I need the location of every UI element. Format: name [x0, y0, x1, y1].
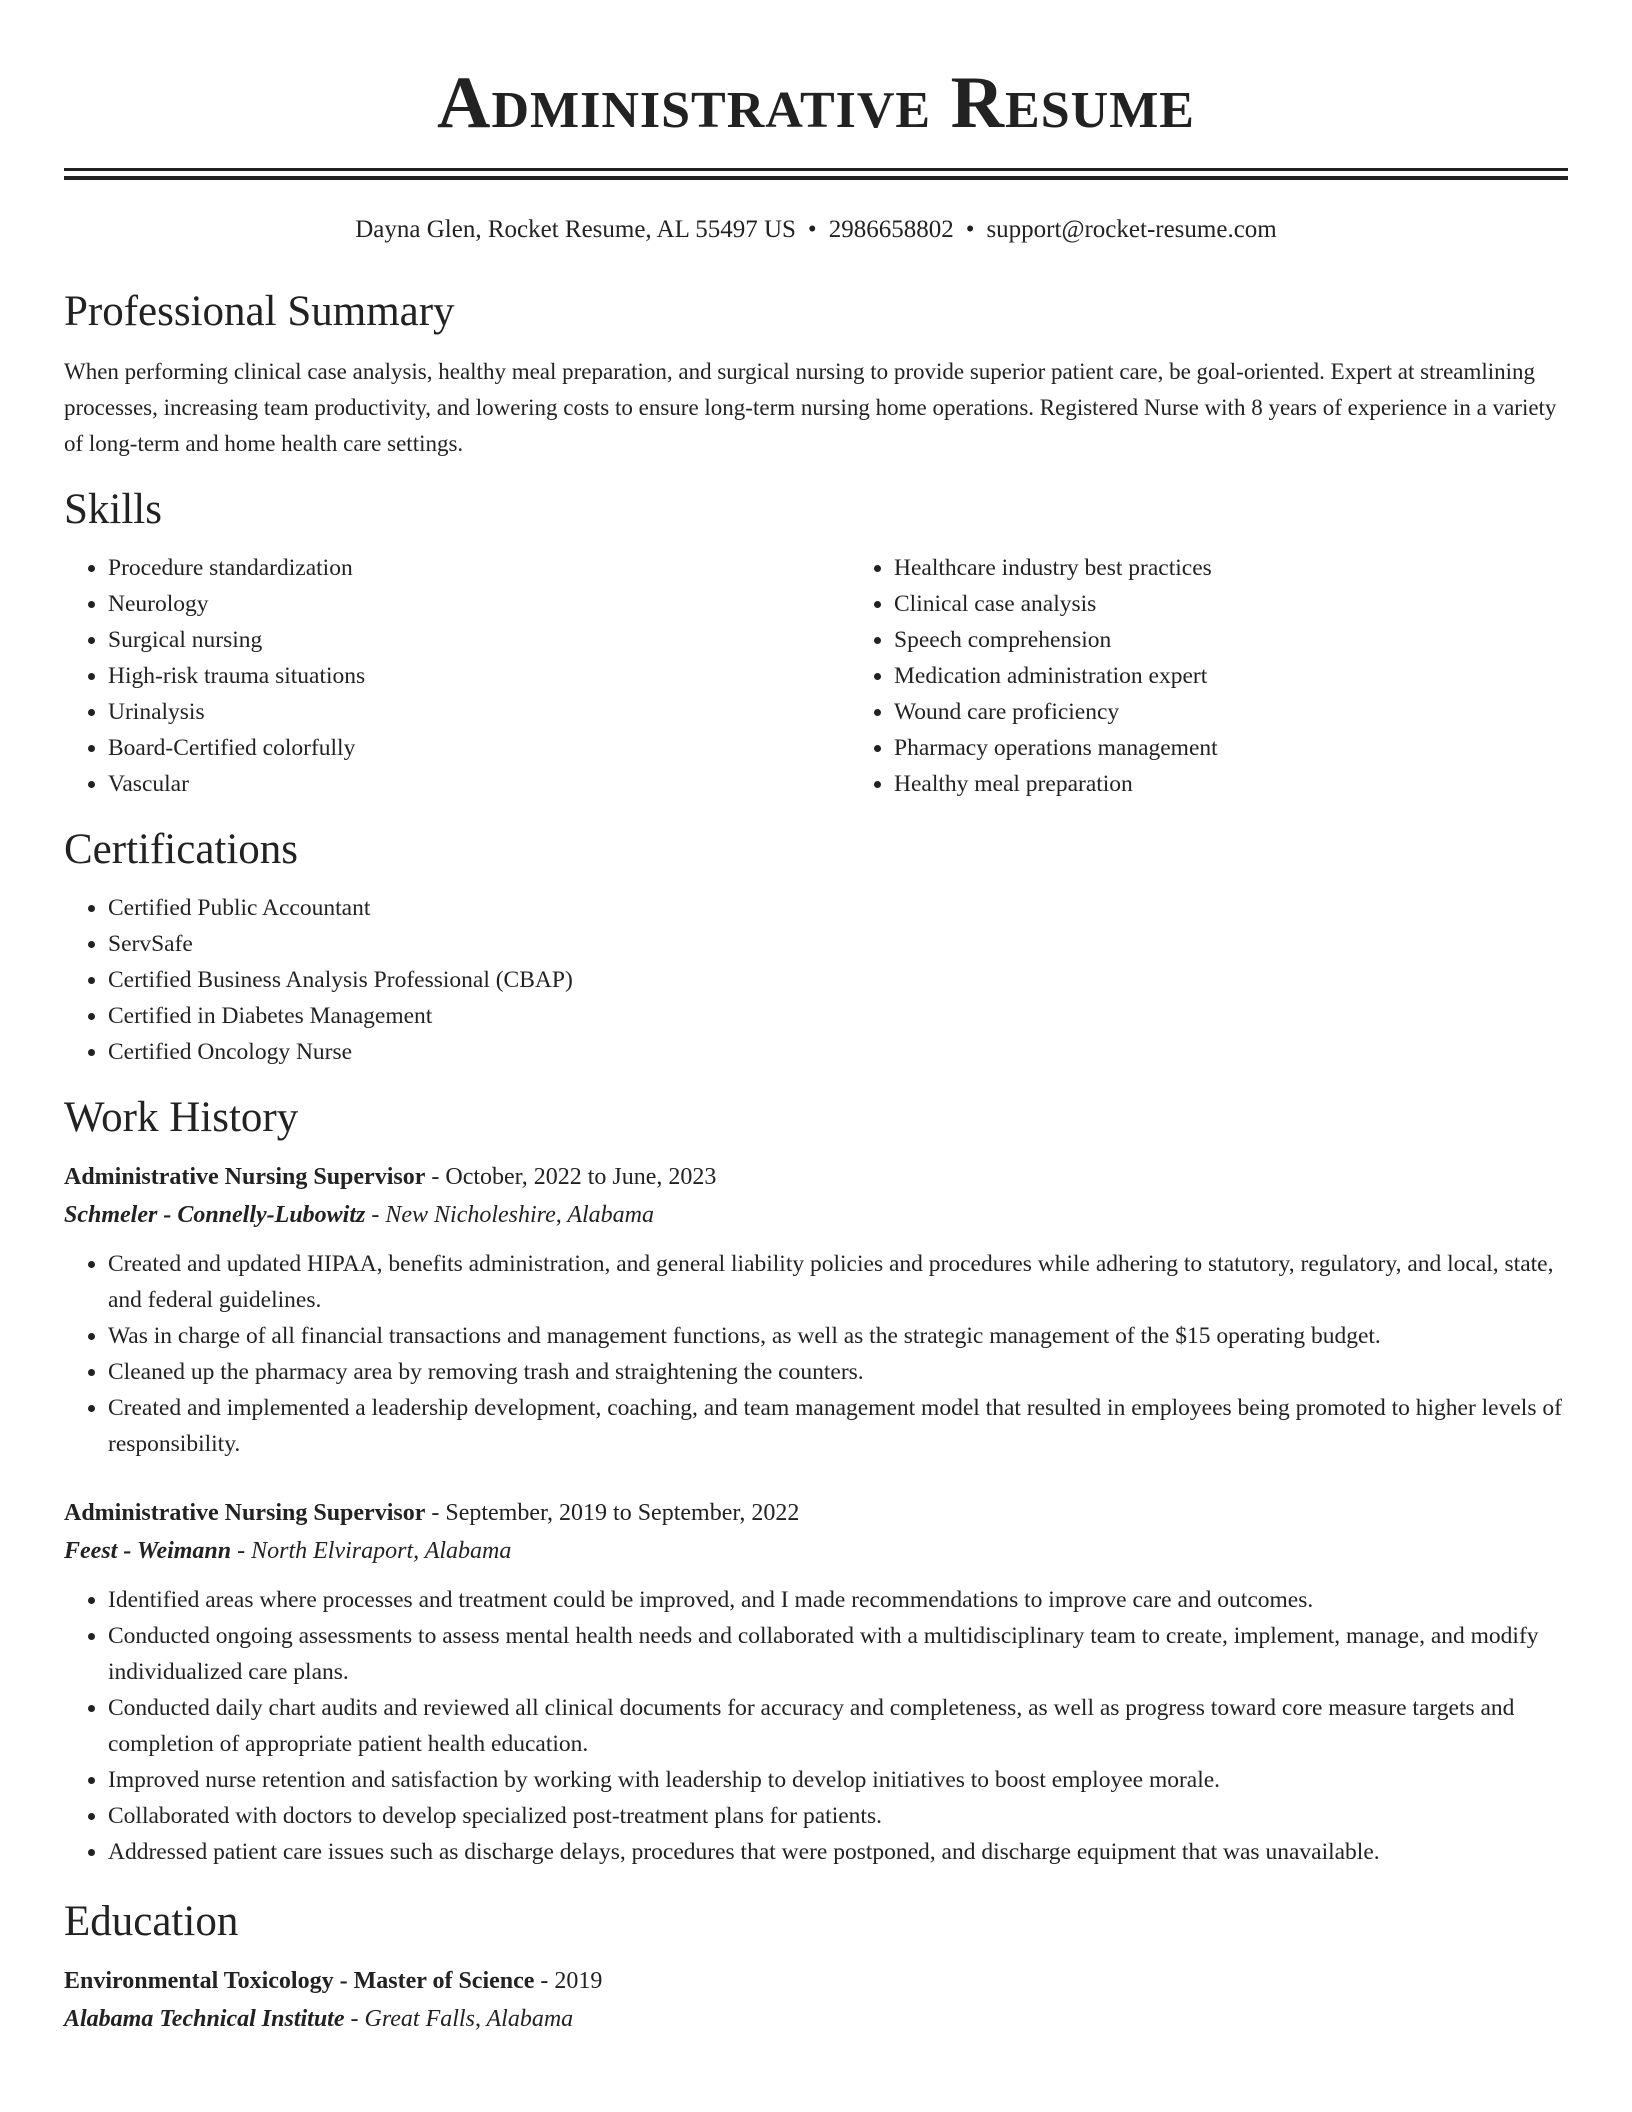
dash: - [425, 1500, 446, 1526]
work-history-heading: Work History [64, 1094, 299, 1141]
dash: - [231, 1538, 252, 1564]
job-bullet: • Created and updated HIPAA, benefits administration, and general liability policies and procedures while adhering to statutory, regulatory, and local, state, and federal guidelines. [108, 1246, 1568, 1318]
title-rule-bottom [64, 176, 1568, 180]
skills-list-left [64, 550, 850, 802]
job-dates: September, 2019 to September, 2022 [445, 1500, 800, 1526]
education-degree-line [64, 1962, 1568, 2000]
contact-line [64, 214, 1568, 246]
skill-item: • Healthcare industry best practices [894, 550, 1218, 586]
job-bullet: • Created and implemented a leadership development, coaching, and team management model that resulted in employees being promoted to higher levels of responsibility. [108, 1390, 1568, 1462]
job-title-line [64, 1494, 1568, 1532]
job-company: Schmeler - Connelly-Lubowitz [64, 1202, 366, 1228]
job-location: North Elviraport, Alabama [251, 1538, 512, 1564]
job-bullet: • Conducted daily chart audits and reviewed all clinical documents for accuracy and completeness, as well as progress toward core measure targets and completion of appropriate patient health education. [108, 1690, 1568, 1762]
job-title: Administrative Nursing Supervisor [64, 1164, 426, 1190]
education-location: Great Falls, Alabama [364, 2006, 574, 2032]
contact-address: Dayna Glen, Rocket Resume, AL 55497 US [355, 216, 796, 243]
contact-separator: • [965, 216, 975, 243]
dash: - [344, 2006, 365, 2032]
skills-columns [64, 550, 1568, 802]
job-company-line [64, 1532, 1568, 1570]
job-bullet: • Conducted ongoing assessments to assess mental health needs and collaborated with a multidisciplinary team to create, implement, manage, and modify individualized care plans. [108, 1618, 1568, 1690]
job-company: Feest - Weimann [64, 1538, 232, 1564]
skill-item: • Medication administration expert [894, 658, 1218, 694]
certification-item: • Certified Oncology Nurse [108, 1034, 1568, 1070]
job-bullets [64, 1582, 1568, 1870]
job-bullets [64, 1246, 1568, 1462]
skill-item: • Neurology [108, 586, 850, 622]
title-rule-top [64, 168, 1568, 171]
dash: - [534, 1968, 555, 1994]
skills-list-right [850, 550, 1218, 802]
skills-heading: Skills [64, 486, 162, 533]
summary-text: When performing clinical case analysis, healthy meal preparation, and surgical nursing to provide superior patient care, be goal-oriented. Expert at streamlining processes, increasing team productivity, and lowering costs to ensure long-term nursing home operations. Registered Nurse with 8 years of experience in a variety of long-term and home health care settings. [64, 359, 1557, 456]
education-year: 2019 [554, 1968, 603, 1994]
job-entry [64, 1494, 1568, 1870]
certification-item: • Certified Public Accountant [108, 890, 1568, 926]
job-bullet: • Identified areas where processes and treatment could be improved, and I made recommendations to improve care and outcomes. [108, 1582, 1568, 1618]
education-heading: Education [64, 1898, 239, 1945]
job-bullet: • Cleaned up the pharmacy area by removing trash and straightening the counters. [108, 1354, 1568, 1390]
skill-item: • Surgical nursing [108, 622, 850, 658]
skill-item: • Urinalysis [108, 694, 850, 730]
job-title: Administrative Nursing Supervisor [64, 1500, 426, 1526]
education-degree: Environmental Toxicology - Master of Science [64, 1968, 535, 1994]
contact-separator: • [807, 216, 817, 243]
certification-item: • Certified Business Analysis Professional (CBAP) [108, 962, 1568, 998]
skill-item: • Vascular [108, 766, 850, 802]
education-school-line [64, 2000, 1568, 2038]
contact-phone[interactable]: 2986658802 [828, 216, 954, 243]
skill-item: • Procedure standardization [108, 550, 850, 586]
job-bullet: • Collaborated with doctors to develop specialized post-treatment plans for patients. [108, 1798, 1568, 1834]
skill-item: • Pharmacy operations management [894, 730, 1218, 766]
dash: - [425, 1164, 446, 1190]
skill-item: • Speech comprehension [894, 622, 1218, 658]
education-school: Alabama Technical Institute [64, 2006, 345, 2032]
job-bullet: • Addressed patient care issues such as discharge delays, procedures that were postponed, and discharge equipment that was unavailable. [108, 1834, 1568, 1870]
summary-heading: Professional Summary [64, 288, 455, 335]
skill-item: • Clinical case analysis [894, 586, 1218, 622]
skill-item: • Wound care proficiency [894, 694, 1218, 730]
certifications-heading: Certifications [64, 826, 299, 873]
education-entry [64, 1962, 1568, 2038]
dash: - [365, 1202, 386, 1228]
certification-item: • Certified in Diabetes Management [108, 998, 1568, 1034]
job-entry [64, 1158, 1568, 1462]
certification-item: • ServSafe [108, 926, 1568, 962]
contact-email[interactable]: support@rocket-resume.com [986, 216, 1277, 243]
job-dates: October, 2022 to June, 2023 [445, 1164, 717, 1190]
skill-item: • Board-Certified colorfully [108, 730, 850, 766]
skill-item: • High-risk trauma situations [108, 658, 850, 694]
job-company-line [64, 1196, 1568, 1234]
job-title-line [64, 1158, 1568, 1196]
resume-title: Administrative Resume [437, 62, 1195, 144]
job-bullet: • Improved nurse retention and satisfaction by working with leadership to develop initiatives to boost employee morale. [108, 1762, 1568, 1798]
job-location: New Nicholeshire, Alabama [385, 1202, 655, 1228]
certifications-list [64, 890, 1568, 1070]
job-bullet: • Was in charge of all financial transactions and management functions, as well as the strategic management of the $15 operating budget. [108, 1318, 1568, 1354]
skill-item: • Healthy meal preparation [894, 766, 1218, 802]
